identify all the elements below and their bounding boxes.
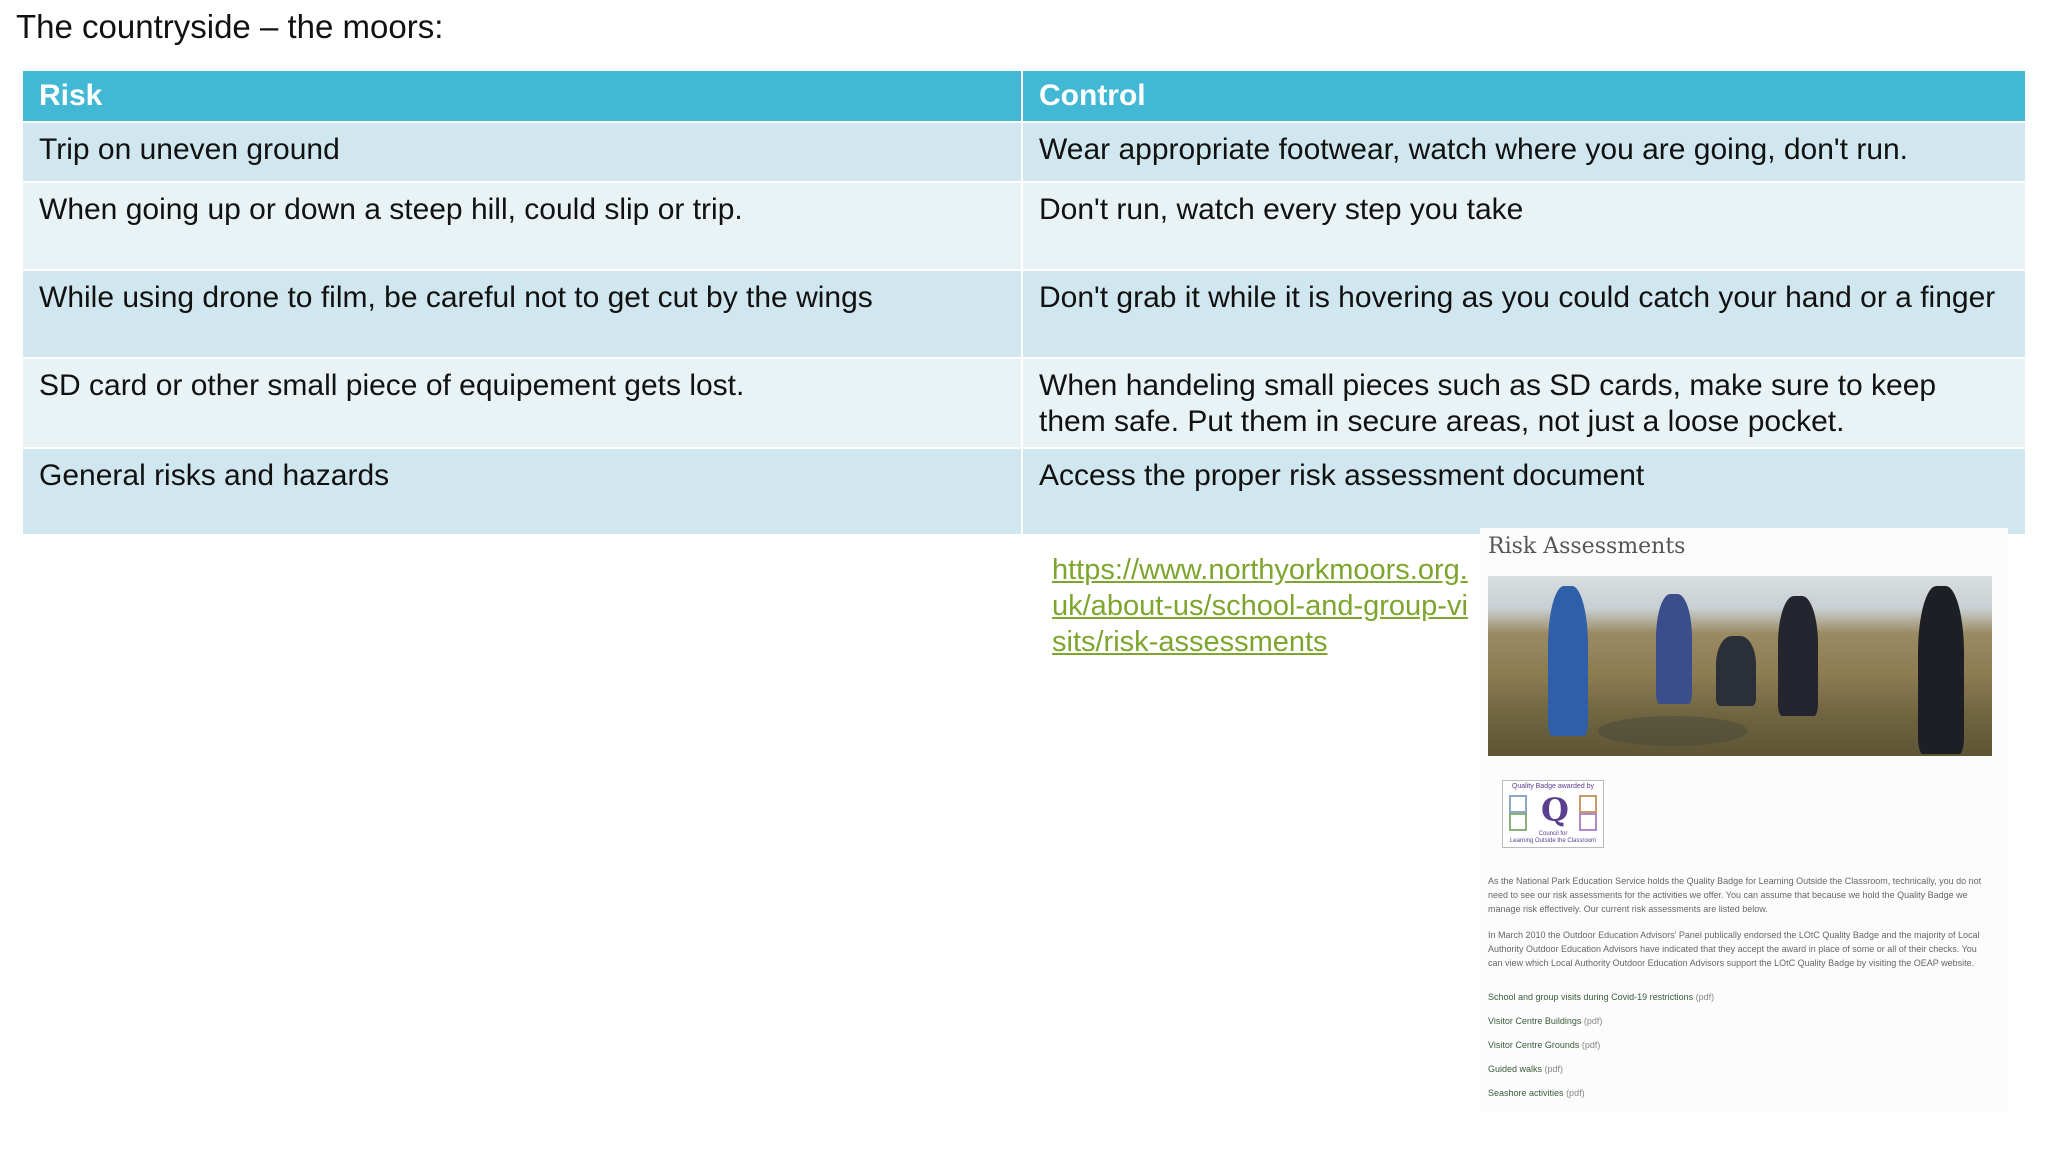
control-cell: Wear appropriate footwear, watch where you are going, don't run. [1022, 122, 2026, 182]
control-cell: When handeling small pieces such as SD cards, make sure to keep them safe. Put them in secure areas, not just a loose pocket. [1022, 358, 2026, 448]
list-item-suffix: (pdf) [1695, 992, 1715, 1002]
risk-control-table [21, 69, 2027, 536]
risk-cell: While using drone to film, be careful not to get cut by the wings [22, 270, 1022, 358]
webpage-screenshot [1480, 528, 2008, 1112]
badge-bottom-line: Learning Outside the Classroom [1509, 838, 1597, 844]
list-item-label[interactable]: Guided walks [1488, 1064, 1543, 1074]
risk-assessments-link[interactable]: https://www.northyorkmoors.org.uk/about-us/school-and-group-visits/risk-assessments [1052, 554, 1468, 658]
control-cell: Access the proper risk assessment document [1022, 448, 2026, 535]
list-item-suffix: (pdf) [1583, 1016, 1603, 1026]
list-item[interactable] [1488, 990, 1988, 1014]
quality-badge-logo [1502, 780, 1604, 848]
risk-assessment-list [1488, 990, 1988, 1110]
puddle-shape [1598, 716, 1748, 746]
list-item-suffix: (pdf) [1544, 1064, 1564, 1074]
person-figure [1656, 594, 1692, 704]
badge-square [1509, 795, 1527, 813]
risk-cell: General risks and hazards [22, 448, 1022, 535]
header-risk: Risk [22, 70, 1022, 122]
person-figure [1778, 596, 1818, 716]
badge-bottom-text [1503, 831, 1603, 845]
list-item-label[interactable]: School and group visits during Covid-19 restrictions [1488, 992, 1694, 1002]
control-cell: Don't grab it while it is hovering as you could catch your hand or a finger [1022, 270, 2026, 358]
webpage-paragraph-2: In March 2010 the Outdoor Education Advisors' Panel publically endorsed the LOtC Quality Badge and the majority of Local Authority Outdoor Education Advisors have indicated that they accept the award in place of some or all of their checks. You can view which Local Authority Outdoor Education Advisors support the LOtC Quality Badge by visiting the OEAP website. [1488, 930, 1980, 968]
table-row [22, 358, 2026, 448]
list-item[interactable] [1488, 1086, 1988, 1110]
table-row [22, 448, 2026, 535]
risk-cell: When going up or down a steep hill, could slip or trip. [22, 182, 1022, 270]
table-row [22, 182, 2026, 270]
person-figure [1716, 636, 1756, 706]
webpage-paragraph-1: As the National Park Education Service holds the Quality Badge for Learning Outside the Classroom, technically, you do not need to see our risk assessments for the activities we offer. You can assume that because we hold the Quality Badge we manage risk effectively. Our current risk assessments are listed below. [1488, 876, 1982, 914]
badge-square [1579, 795, 1597, 813]
badge-top-text: Quality Badge awarded by [1511, 783, 1595, 790]
list-item-suffix: (pdf) [1566, 1088, 1585, 1098]
badge-letter: Q [1541, 791, 1569, 829]
list-item[interactable] [1488, 1038, 1988, 1062]
table-header-row [22, 70, 2026, 122]
risk-cell: SD card or other small piece of equipement gets lost. [22, 358, 1022, 448]
list-item-suffix: (pdf) [1581, 1040, 1601, 1050]
risk-cell: Trip on uneven ground [22, 122, 1022, 182]
webpage-heading: Risk Assessments [1488, 534, 1686, 559]
header-control: Control [1022, 70, 2026, 122]
list-item-label[interactable]: Visitor Centre Buildings [1488, 1016, 1582, 1026]
person-figure [1918, 586, 1964, 754]
moorland-photo [1488, 576, 1992, 756]
list-item-label[interactable]: Visitor Centre Grounds [1488, 1040, 1580, 1050]
badge-square [1579, 813, 1597, 831]
slide-title: The countryside – the moors: [16, 8, 444, 45]
badge-square [1509, 813, 1527, 831]
list-item-label[interactable]: Seashore activities [1488, 1088, 1564, 1098]
list-item[interactable] [1488, 1062, 1988, 1086]
control-cell: Don't run, watch every step you take [1022, 182, 2026, 270]
table-row [22, 270, 2026, 358]
table-row [22, 122, 2026, 182]
person-figure [1548, 586, 1588, 736]
badge-bottom-line: Council for [1538, 831, 1568, 837]
list-item[interactable] [1488, 1014, 1988, 1038]
